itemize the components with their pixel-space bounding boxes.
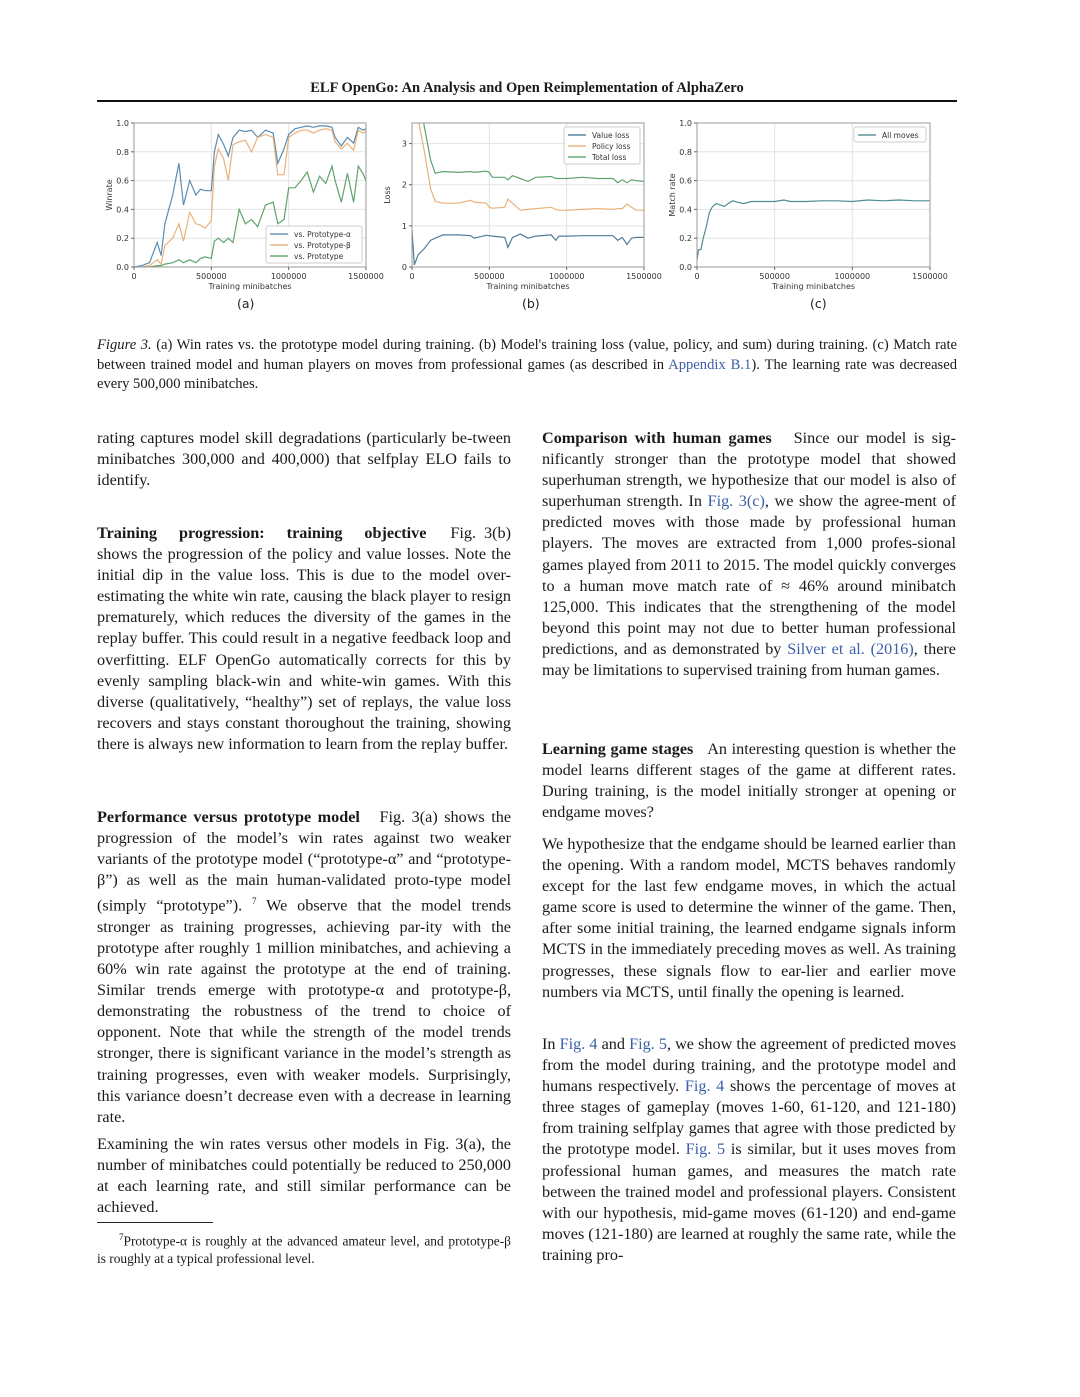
footnote-rule bbox=[97, 1222, 213, 1223]
y-axis-label: Loss bbox=[383, 186, 392, 204]
plot-frame bbox=[697, 123, 930, 267]
paragraph-cont: , we show the agreement of predicted moves from the model during training, and the prototype model and humans respectively. bbox=[542, 1035, 956, 1096]
y-tick-label: 0.8 bbox=[116, 147, 129, 157]
y-tick-label: 2 bbox=[401, 180, 407, 190]
legend-label: All moves bbox=[882, 131, 919, 140]
chart-b-svg bbox=[378, 112, 668, 292]
footnote-mark: 7 bbox=[119, 1232, 124, 1242]
paragraph: Examining the win rates versus other models in Fig. 3(a), the number of minibatches could potentially be reduced to 250,000 at each learning rate, and still similar performance can be achieved. bbox=[97, 1135, 511, 1217]
y-tick-label: 1.0 bbox=[679, 119, 692, 128]
right-column-p2 bbox=[542, 834, 956, 1003]
section-training-objective bbox=[97, 523, 511, 755]
fig4-link-2[interactable]: Fig. 4 bbox=[684, 1077, 725, 1096]
legend-label: vs. Prototype-α bbox=[294, 230, 351, 239]
x-tick-label: 1000000 bbox=[548, 272, 585, 281]
silver-citation-link[interactable]: Silver et al. (2016) bbox=[787, 639, 914, 658]
y-tick-label: 0.4 bbox=[116, 205, 129, 215]
paragraph-cont: We observe that the model trends stronger as training progresses, achieving par-ity with the prototype after roughly 1 million minibatches, and achieving a 60% win rate against the prototype at the end of training. Similar trends emerge with prototype-α and prototype-β, demonstrating the robustness of the trend to choice of opponent. Note that while the strength of the model trends stronger, there is significant variance in the model’s strength as training progresses, even with weaker models. Surprisingly, this variance doesn’t decrease even with a decrease in learning rate. bbox=[97, 896, 511, 1126]
paragraph: rating captures model skill degradations (particularly be-tween minibatches 300,000 and 400,000) that selfplay ELO fails to identify. bbox=[97, 429, 511, 490]
y-tick-label: 0.2 bbox=[116, 234, 129, 244]
caption-text-end: ). The learning rate was decreased every 500,000 minibatches. bbox=[97, 356, 957, 392]
y-axis-label: Winrate bbox=[105, 179, 114, 211]
x-axis-label: Training minibatches bbox=[208, 282, 292, 291]
y-tick-label: 0.0 bbox=[679, 263, 692, 272]
x-tick-label: 1000000 bbox=[270, 272, 307, 281]
x-tick-label: 1500000 bbox=[912, 272, 948, 281]
paragraph-cont: , we show the agree-ment of predicted moves with those made by professional human players. The moves are extracted from 1,000 profes-sional games played from 2011 to 2015. The model quickly converges to a human move match rate of ≈ 46% around minibatch 125,000. This indicates that the strengthening of the model beyond this point may not due to better human professional predictions, and as demonstrated by bbox=[542, 492, 956, 658]
paragraph: An interesting question is whether the model learns different stages of the game at different rates. During training, is the model initially stronger at opening or endgame moves? bbox=[542, 740, 956, 822]
y-tick-label: 3 bbox=[401, 139, 407, 149]
x-tick-label: 500000 bbox=[759, 272, 790, 281]
subcaption-b: (b) bbox=[522, 296, 540, 311]
x-tick-label: 0 bbox=[694, 272, 700, 281]
y-tick-label: 0.8 bbox=[679, 147, 692, 157]
footnote-ref[interactable]: 7 bbox=[252, 896, 257, 907]
chart-a bbox=[97, 112, 387, 292]
legend-label: Total loss bbox=[592, 153, 627, 162]
series-line-value-loss bbox=[412, 230, 644, 265]
paragraph: Fig. 3(a) shows the progression of the model’s win rates against two weaker variants of the prototype model (“prototype-α” and “prototype-β”) as well as the main human-validated proto-type model (simply “prototype”). bbox=[97, 808, 511, 915]
paragraph: We hypothesize that the endgame should be learned earlier than the opening. With a random model, MCTS behaves randomly except for the last few endgame moves, in which the actual game score is used to determine the winner of the game. Then, after some initial training, the learned endgame signals inform MCTS in the immediately preceding moves as well. As training progresses, these signals flow to ear-lier and earlier move numbers via MCTS, until finally the opening is learned. bbox=[542, 835, 956, 1001]
x-tick-label: 0 bbox=[131, 272, 137, 281]
legend-label: vs. Prototype bbox=[294, 252, 344, 261]
section-performance-vs-prototype bbox=[97, 807, 511, 1128]
x-axis-label: Training minibatches bbox=[486, 282, 570, 291]
x-tick-label: 500000 bbox=[474, 272, 505, 281]
fig3c-link[interactable]: Fig. 3(c) bbox=[707, 492, 765, 511]
x-tick-label: 500000 bbox=[196, 272, 227, 281]
legend-label: Value loss bbox=[592, 131, 630, 140]
x-tick-label: 0 bbox=[409, 272, 415, 281]
y-tick-label: 1.0 bbox=[116, 119, 129, 128]
y-tick-label: 1 bbox=[401, 221, 407, 231]
y-tick-label: 0.6 bbox=[116, 176, 129, 186]
legend bbox=[266, 226, 362, 263]
footnote bbox=[97, 1228, 511, 1268]
x-tick-label: 1000000 bbox=[834, 272, 871, 281]
chart-c bbox=[660, 112, 955, 292]
paragraph-end: is similar, but it uses moves from professional human games, and measures the match rate between the trained model and professional players. Consistent with our hypothesis, mid-game moves (61-120) and end-game moves (121-180) are learned at roughly the same rate, while the training pro- bbox=[542, 1140, 956, 1264]
x-tick-label: 1500000 bbox=[348, 272, 384, 281]
subcaption-a: (a) bbox=[237, 296, 255, 311]
left-column-p1 bbox=[97, 428, 511, 491]
right-column-p3 bbox=[542, 1034, 956, 1266]
running-title: ELF OpenGo: An Analysis and Open Reimplementation of AlphaZero bbox=[310, 80, 744, 96]
header-rule bbox=[97, 100, 957, 102]
section-heading: Learning game stages bbox=[542, 740, 694, 758]
y-tick-label: 0.0 bbox=[116, 263, 129, 272]
chart-a-svg bbox=[97, 112, 387, 292]
y-tick-label: 0.2 bbox=[679, 234, 692, 244]
x-axis-label: Training minibatches bbox=[771, 282, 856, 291]
paragraph-cont: shows the percentage of moves at three stages of gameplay (moves 1-60, 61-120, and 121-180) from training selfplay games that agree with those predicted by the prototype model. bbox=[542, 1077, 956, 1159]
y-tick-label: 0.6 bbox=[679, 176, 692, 186]
caption-label: Figure 3. bbox=[97, 337, 152, 353]
y-tick-label: 0 bbox=[401, 263, 407, 272]
legend-label: vs. Prototype-β bbox=[294, 241, 351, 250]
x-tick-label: 1500000 bbox=[626, 272, 662, 281]
caption-text: (a) Win rates vs. the prototype model during training. (b) Model's training loss (value, policy, and sum) during training. (c) Match rate between trained model and human players on moves from professional games (as described in bbox=[97, 337, 957, 373]
legend-label: Policy loss bbox=[592, 142, 631, 151]
section-learning-game-stages bbox=[542, 739, 956, 823]
legend bbox=[564, 127, 640, 164]
fig5-link-2[interactable]: Fig. 5 bbox=[685, 1140, 726, 1159]
figure-caption bbox=[97, 336, 957, 395]
section-heading: Comparison with human games bbox=[542, 429, 772, 447]
chart-c-svg bbox=[660, 112, 955, 292]
left-column-p-last bbox=[97, 1134, 511, 1218]
fig4-link[interactable]: Fig. 4 bbox=[559, 1035, 598, 1053]
y-axis-label: Match rate bbox=[668, 173, 677, 217]
section-comparison-human bbox=[542, 428, 956, 681]
appendix-link[interactable]: Appendix B.1 bbox=[668, 356, 752, 373]
chart-b bbox=[378, 112, 668, 292]
paragraph: In bbox=[542, 1035, 560, 1053]
footnote-text: Prototype-α is roughly at the advanced amateur level, and prototype-β is roughly at a typical professional level. bbox=[97, 1233, 511, 1267]
subcaption-c: (c) bbox=[810, 296, 827, 311]
y-tick-label: 0.4 bbox=[679, 205, 692, 215]
paragraph-end: , there may be limitations to supervised training from human games. bbox=[542, 639, 956, 680]
fig5-link[interactable]: Fig. 5 bbox=[629, 1035, 667, 1053]
paragraph: Fig. 3(b) shows the progression of the policy and value losses. Note the initial dip in the value loss. This is due to the model over-estimating the white win rate, causing the black player to resign prematurely, which reduces the diversity of the games in the replay buffer. This could result in a negative feedback loop and overfitting. ELF OpenGo automatically corrects for this by evenly sampling black-win and white-win games. With this diverse (qualitatively, “healthy”) set of replays, the value loss recovers and stays constant thoroughout the training, showing there is always new information to learn from the replay buffer. bbox=[97, 524, 511, 753]
section-heading: Training progression: training objective bbox=[97, 524, 427, 542]
paragraph: Since our model is sig-nificantly stronger than the prototype model that showed superhuman strength, we hypothesize that our model is also of superhuman strength. In bbox=[542, 429, 956, 511]
legend bbox=[854, 127, 926, 142]
paragraph-cont: and bbox=[597, 1035, 630, 1053]
section-heading: Performance versus prototype model bbox=[97, 808, 360, 826]
